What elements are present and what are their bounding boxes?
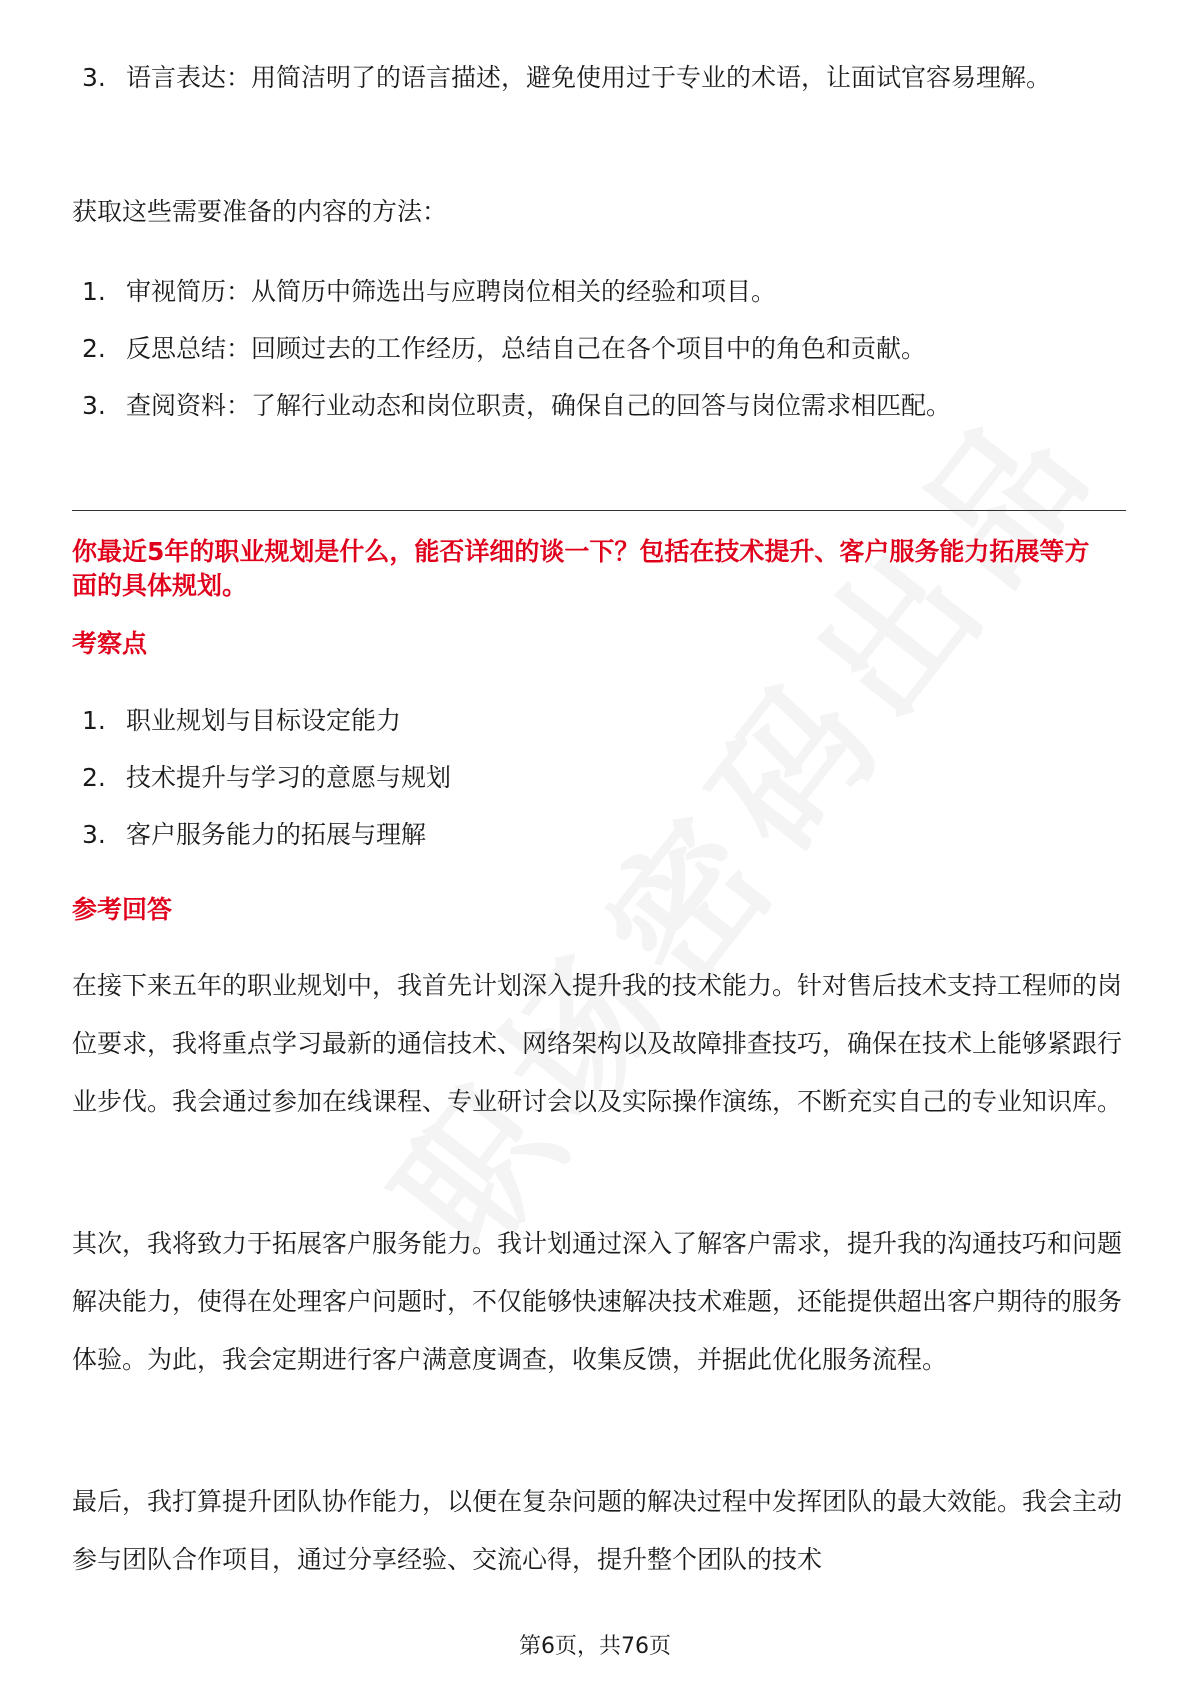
list-text: 审视简历：从简历中筛选出与应聘岗位相关的经验和项目。 bbox=[126, 277, 777, 306]
section-divider bbox=[72, 510, 1126, 511]
list-item bbox=[82, 692, 1112, 749]
question-title: 你最近5年的职业规划是什么，能否详细的谈一下？包括在技术提升、客户服务能力拓展等方面的具体规划。 bbox=[72, 537, 1090, 600]
list-number: 1. bbox=[82, 277, 106, 306]
list-number: 3. bbox=[82, 63, 106, 92]
list-item bbox=[82, 806, 1112, 863]
list-number: 3. bbox=[82, 391, 106, 420]
list-number: 2. bbox=[82, 334, 106, 363]
list-text: 查阅资料：了解行业动态和岗位职责，确保自己的回答与岗位需求相匹配。 bbox=[126, 391, 952, 420]
points-list bbox=[82, 692, 1112, 863]
top-list bbox=[82, 49, 1112, 107]
list-text: 反思总结：回顾过去的工作经历，总结自己在各个项目中的角色和贡献。 bbox=[126, 334, 927, 363]
list-item bbox=[82, 377, 1112, 434]
list-item bbox=[82, 320, 1112, 377]
points-heading: 考察点 bbox=[72, 629, 148, 658]
list-text: 职业规划与目标设定能力 bbox=[126, 706, 402, 735]
list-number: 3. bbox=[82, 820, 106, 849]
list-item bbox=[82, 49, 1112, 107]
list-item bbox=[82, 263, 1112, 320]
list-text: 语言表达：用简洁明了的语言描述，避免使用过于专业的术语，让面试官容易理解。 bbox=[126, 63, 1052, 92]
answer-paragraph: 其次，我将致力于拓展客户服务能力。我计划通过深入了解客户需求，提升我的沟通技巧和问题解决能力，使得在处理客户问题时，不仅能够快速解决技术难题，还能提供超出客户期待的服务体验。为此，我会定期进行客户满意度调查，收集反馈，并据此优化服务流程。 bbox=[72, 1229, 1123, 1374]
list-number: 2. bbox=[82, 763, 106, 792]
methods-heading: 获取这些需要准备的内容的方法： bbox=[72, 197, 448, 226]
answer-paragraph: 在接下来五年的职业规划中，我首先计划深入提升我的技术能力。针对售后技术支持工程师的岗位要求，我将重点学习最新的通信技术、网络架构以及故障排查技巧，确保在技术上能够紧跟行业步伐。我会通过参加在线课程、专业研讨会以及实际操作演练，不断充实自己的专业知识库。 bbox=[72, 971, 1123, 1116]
list-text: 客户服务能力的拓展与理解 bbox=[126, 820, 427, 849]
answer-paragraph: 最后，我打算提升团队协作能力，以便在复杂问题的解决过程中发挥团队的最大效能。我会主动参与团队合作项目，通过分享经验、交流心得，提升整个团队的技术 bbox=[72, 1487, 1123, 1574]
methods-list bbox=[82, 263, 1112, 434]
list-text: 技术提升与学习的意愿与规划 bbox=[126, 763, 452, 792]
list-item bbox=[82, 749, 1112, 806]
answer-heading: 参考回答 bbox=[72, 895, 173, 924]
list-number: 1. bbox=[82, 706, 106, 735]
page-number: 第6页，共76页 bbox=[519, 1634, 671, 1659]
